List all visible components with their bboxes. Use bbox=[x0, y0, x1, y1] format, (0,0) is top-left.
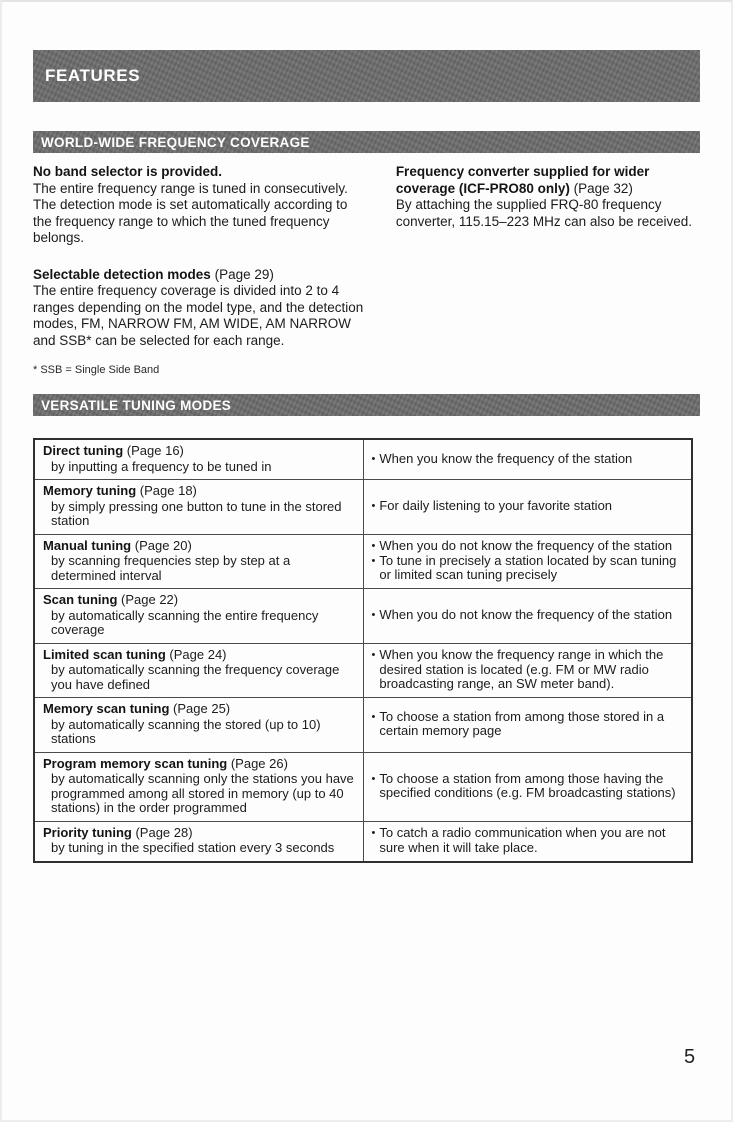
mode-title: Scan tuning bbox=[43, 592, 118, 607]
usage-bullet bbox=[372, 554, 684, 583]
bullet-icon: • bbox=[371, 827, 376, 839]
usage-bullet bbox=[372, 826, 684, 855]
use-cell bbox=[363, 752, 692, 821]
usage-bullet bbox=[372, 772, 684, 801]
bullet-icon: • bbox=[371, 710, 376, 723]
page-reference: (Page 28) bbox=[135, 824, 193, 840]
tuning-modes-table bbox=[33, 438, 693, 863]
mode-title: Memory tuning bbox=[43, 483, 137, 498]
mode-description: by automatically scanning the stored (up to 10) stations bbox=[51, 716, 321, 746]
bullet-icon: • bbox=[371, 452, 376, 465]
use-cell bbox=[363, 439, 692, 480]
bullet-icon: • bbox=[371, 500, 376, 512]
page-reference: (Page 25) bbox=[173, 701, 231, 716]
page-number: 5 bbox=[684, 1046, 696, 1068]
mode-cell bbox=[34, 752, 363, 821]
coverage-left-column bbox=[33, 164, 367, 377]
paragraph-heading-line bbox=[33, 267, 367, 284]
mode-description: by automatically scanning the frequency coverage you have defined bbox=[51, 662, 340, 692]
usage-text: When you know the frequency range in which the desired station is located (e.g. FM or MW radio broadcasting range, an SW meter band). bbox=[379, 647, 664, 691]
use-cell bbox=[363, 698, 692, 753]
table-row bbox=[34, 480, 692, 535]
usage-bullet bbox=[372, 608, 684, 623]
use-cell bbox=[363, 589, 692, 644]
page-reference: (Page 16) bbox=[126, 443, 184, 458]
usage-text: For daily listening to your favorite station bbox=[379, 498, 613, 513]
mode-description: by automatically scanning the entire frequency coverage bbox=[51, 607, 319, 637]
use-cell bbox=[363, 643, 692, 698]
page-reference: (Page 26) bbox=[230, 755, 288, 771]
coverage-section-heading: WORLD-WIDE FREQUENCY COVERAGE bbox=[41, 134, 310, 150]
table-row bbox=[34, 439, 692, 480]
mode-cell bbox=[34, 439, 363, 480]
mode-title: Memory scan tuning bbox=[43, 701, 170, 716]
mode-title: Priority tuning bbox=[43, 824, 132, 840]
tuning-section-bar bbox=[33, 394, 700, 416]
page-reference: (Page 32) bbox=[573, 180, 633, 196]
mode-cell bbox=[34, 698, 363, 753]
bullet-icon: • bbox=[371, 554, 376, 567]
mode-description: by tuning in the specified station every 3 seconds bbox=[51, 840, 335, 855]
usage-bullet bbox=[372, 648, 684, 692]
bullet-icon: • bbox=[371, 649, 376, 661]
paragraph-no-band-selector bbox=[33, 164, 367, 247]
mode-cell bbox=[34, 480, 363, 535]
features-header-bar bbox=[33, 50, 700, 102]
mode-cell bbox=[34, 821, 363, 862]
usage-bullet bbox=[372, 710, 684, 739]
table-row bbox=[34, 534, 692, 589]
ssb-footnote: * SSB = Single Side Band bbox=[33, 364, 160, 376]
paragraph-heading-line bbox=[396, 164, 700, 197]
mode-description: by simply pressing one button to tune in the stored station bbox=[51, 498, 342, 528]
use-cell bbox=[363, 821, 692, 862]
paragraph-body: By attaching the supplied FRQ-80 frequency converter, 115.15–223 MHz can also be received. bbox=[395, 197, 692, 229]
usage-text: When you know the frequency of the station bbox=[379, 450, 633, 466]
mode-cell bbox=[34, 643, 363, 698]
coverage-columns bbox=[33, 164, 700, 377]
mode-title: Direct tuning bbox=[43, 443, 124, 458]
page-reference: (Page 29) bbox=[214, 266, 274, 282]
use-cell bbox=[363, 534, 692, 589]
usage-text: To tune in precisely a station located by scan tuning or limited scan tuning precisely bbox=[379, 552, 677, 582]
table-row bbox=[34, 589, 692, 644]
page-title: FEATURES bbox=[45, 66, 141, 85]
bullet-icon: • bbox=[371, 772, 376, 785]
usage-text: To catch a radio communication when you are not sure when it will take place. bbox=[379, 825, 666, 855]
paragraph-heading: No band selector is provided. bbox=[33, 164, 223, 179]
mode-description: by scanning frequencies step by step at a determined interval bbox=[51, 553, 291, 583]
coverage-section-bar bbox=[33, 131, 700, 153]
usage-bullet bbox=[372, 499, 684, 514]
usage-text: To choose a station from among those having the specified conditions (e.g. FM broadcasting stations) bbox=[379, 770, 676, 800]
usage-bullet bbox=[372, 452, 684, 467]
usage-bullet bbox=[372, 539, 684, 554]
table-row bbox=[34, 698, 692, 753]
paragraph-heading: Frequency converter supplied for wider coverage (ICF-PRO80 only) bbox=[395, 164, 650, 196]
paragraph-body: The entire frequency coverage is divided into 2 to 4 ranges depending on the model type, and the detection modes, FM, NARROW FM, AM WIDE, AM NARROW and SSB* can be selected for each range. bbox=[33, 283, 364, 348]
paragraph-selectable-detection bbox=[33, 267, 367, 350]
mode-title: Program memory scan tuning bbox=[43, 755, 228, 771]
mode-cell bbox=[34, 534, 363, 589]
table-row bbox=[34, 821, 692, 862]
page-reference: (Page 24) bbox=[169, 646, 227, 662]
page-reference: (Page 20) bbox=[134, 537, 192, 553]
tuning-section-heading: VERSATILE TUNING MODES bbox=[41, 397, 232, 413]
page-reference: (Page 18) bbox=[139, 483, 197, 498]
bullet-icon: • bbox=[371, 609, 376, 621]
paragraph-frequency-converter bbox=[396, 164, 700, 230]
bullet-icon: • bbox=[371, 540, 376, 552]
table-row bbox=[34, 643, 692, 698]
mode-cell bbox=[34, 589, 363, 644]
use-cell bbox=[363, 480, 692, 535]
page-reference: (Page 22) bbox=[121, 592, 179, 607]
paragraph-heading: Selectable detection modes bbox=[33, 266, 211, 282]
usage-text: When you do not know the frequency of the station bbox=[379, 607, 673, 622]
usage-text: To choose a station from among those stored in a certain memory page bbox=[379, 708, 665, 739]
coverage-right-column bbox=[396, 164, 700, 377]
paragraph-body: The entire frequency range is tuned in consecutively. The detection mode is set automatically according to the frequency range to which the tuned frequency belongs. bbox=[33, 180, 348, 245]
mode-description: by inputting a frequency to be tuned in bbox=[51, 458, 272, 474]
usage-text: When you do not know the frequency of the station bbox=[379, 538, 673, 553]
mode-description: by automatically scanning only the stations you have programmed among all stored in memory (up to 40 stations) in the order programmed bbox=[51, 771, 354, 815]
mode-title: Manual tuning bbox=[43, 537, 132, 553]
mode-title: Limited scan tuning bbox=[43, 646, 166, 662]
table-row bbox=[34, 752, 692, 821]
